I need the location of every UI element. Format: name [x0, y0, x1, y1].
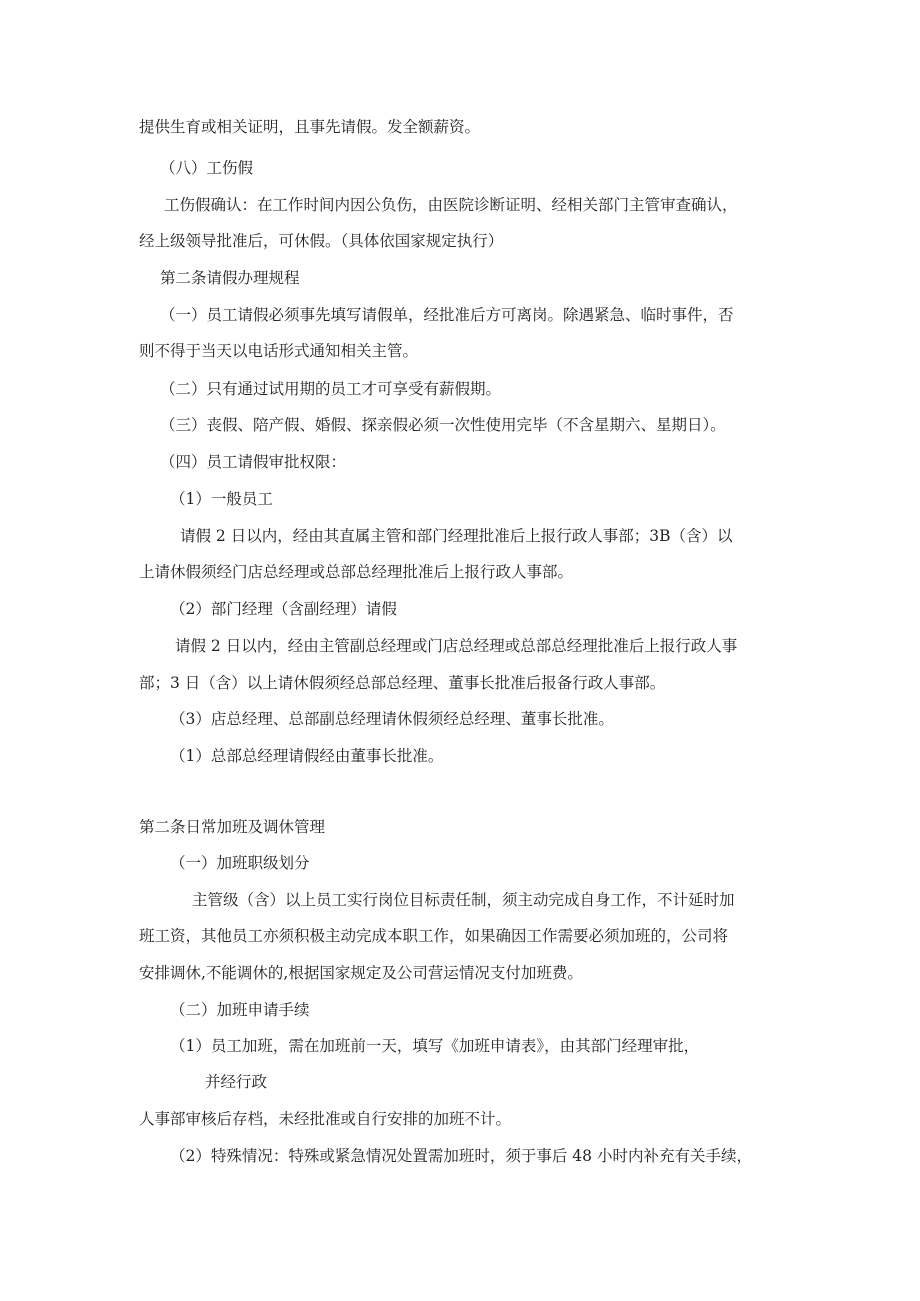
list-item-line: （1）总部总经理请假经由董事长批准。	[170, 747, 444, 765]
list-item-line: （3）店总经理、总部副总经理请休假须经总经理、董事长批准。	[170, 710, 614, 728]
paragraph-line: （2）特殊情况：特殊或紧急情况处置需加班时，须于事后 48 小时内补充有关手续，	[170, 1147, 752, 1165]
paragraph-line: 人事部审核后存档，未经批准或自行安排的加班不计。	[139, 1110, 512, 1128]
list-item-heading: （1）一般员工	[170, 490, 273, 508]
paragraph-line: 安排调休,不能调休的,根据国家规定及公司营运情况支付加班费。	[139, 964, 583, 982]
section-heading: （一）加班职级划分	[170, 854, 310, 872]
paragraph-line: 经上级领导批准后，可休假。（具体依国家规定执行）	[139, 232, 504, 250]
paragraph-line: 部；3 日（含）以上请休假须经总部总经理、董事长批准后报备行政人事部。	[139, 674, 666, 692]
paragraph-line: （一）员工请假必须事先填写请假单，经批准后方可离岗。除遇紧急、临时事件，否	[160, 306, 734, 324]
paragraph-line: 工伤假确认：在工作时间内因公负伤，由医院诊断证明、经相关部门主管审查确认，	[164, 196, 738, 214]
paragraph-line: 请假 2 日以内，经由其直属主管和部门经理批准后上报行政人事部；3B（含）以	[180, 527, 733, 545]
section-heading: （八）工伤假	[160, 159, 254, 177]
paragraph-line: （三）丧假、陪产假、婚假、探亲假必须一次性使用完毕（不含星期六、星期日）。	[160, 416, 726, 434]
paragraph-line: （二）只有通过试用期的员工才可享受有薪假期。	[160, 380, 502, 398]
article-heading: 第二条请假办理规程	[160, 269, 300, 287]
paragraph-line: （1）员工加班，需在加班前一天，填写《加班申请表》，由其部门经理审批，	[170, 1037, 700, 1055]
paragraph-line: 并经行政	[205, 1073, 268, 1091]
paragraph-line: 则不得于当天以电话形式通知相关主管。	[139, 342, 419, 360]
section-heading: （二）加班申请手续	[170, 1001, 310, 1019]
paragraph-line: 主管级（含）以上员工实行岗位目标责任制，须主动完成自身工作，不计延时加	[192, 891, 735, 909]
paragraph-line: 请假 2 日以内，经由主管副总经理或门店总经理或总部总经理批准后上报行政人事	[175, 637, 738, 655]
article-heading: 第二条日常加班及调休管理	[139, 818, 326, 836]
paragraph-line: 提供生育或相关证明，且事先请假。发全额薪资。	[139, 118, 481, 136]
paragraph-line: 班工资，其他员工亦须积极主动完成本职工作，如果确因工作需要必须加班的，公司将	[139, 927, 729, 945]
list-item-heading: （2）部门经理（含副经理）请假	[170, 600, 397, 618]
paragraph-line: （四）员工请假审批权限：	[160, 453, 347, 471]
paragraph-line: 上请休假须经门店总经理或总部总经理批准后上报行政人事部。	[139, 563, 574, 581]
